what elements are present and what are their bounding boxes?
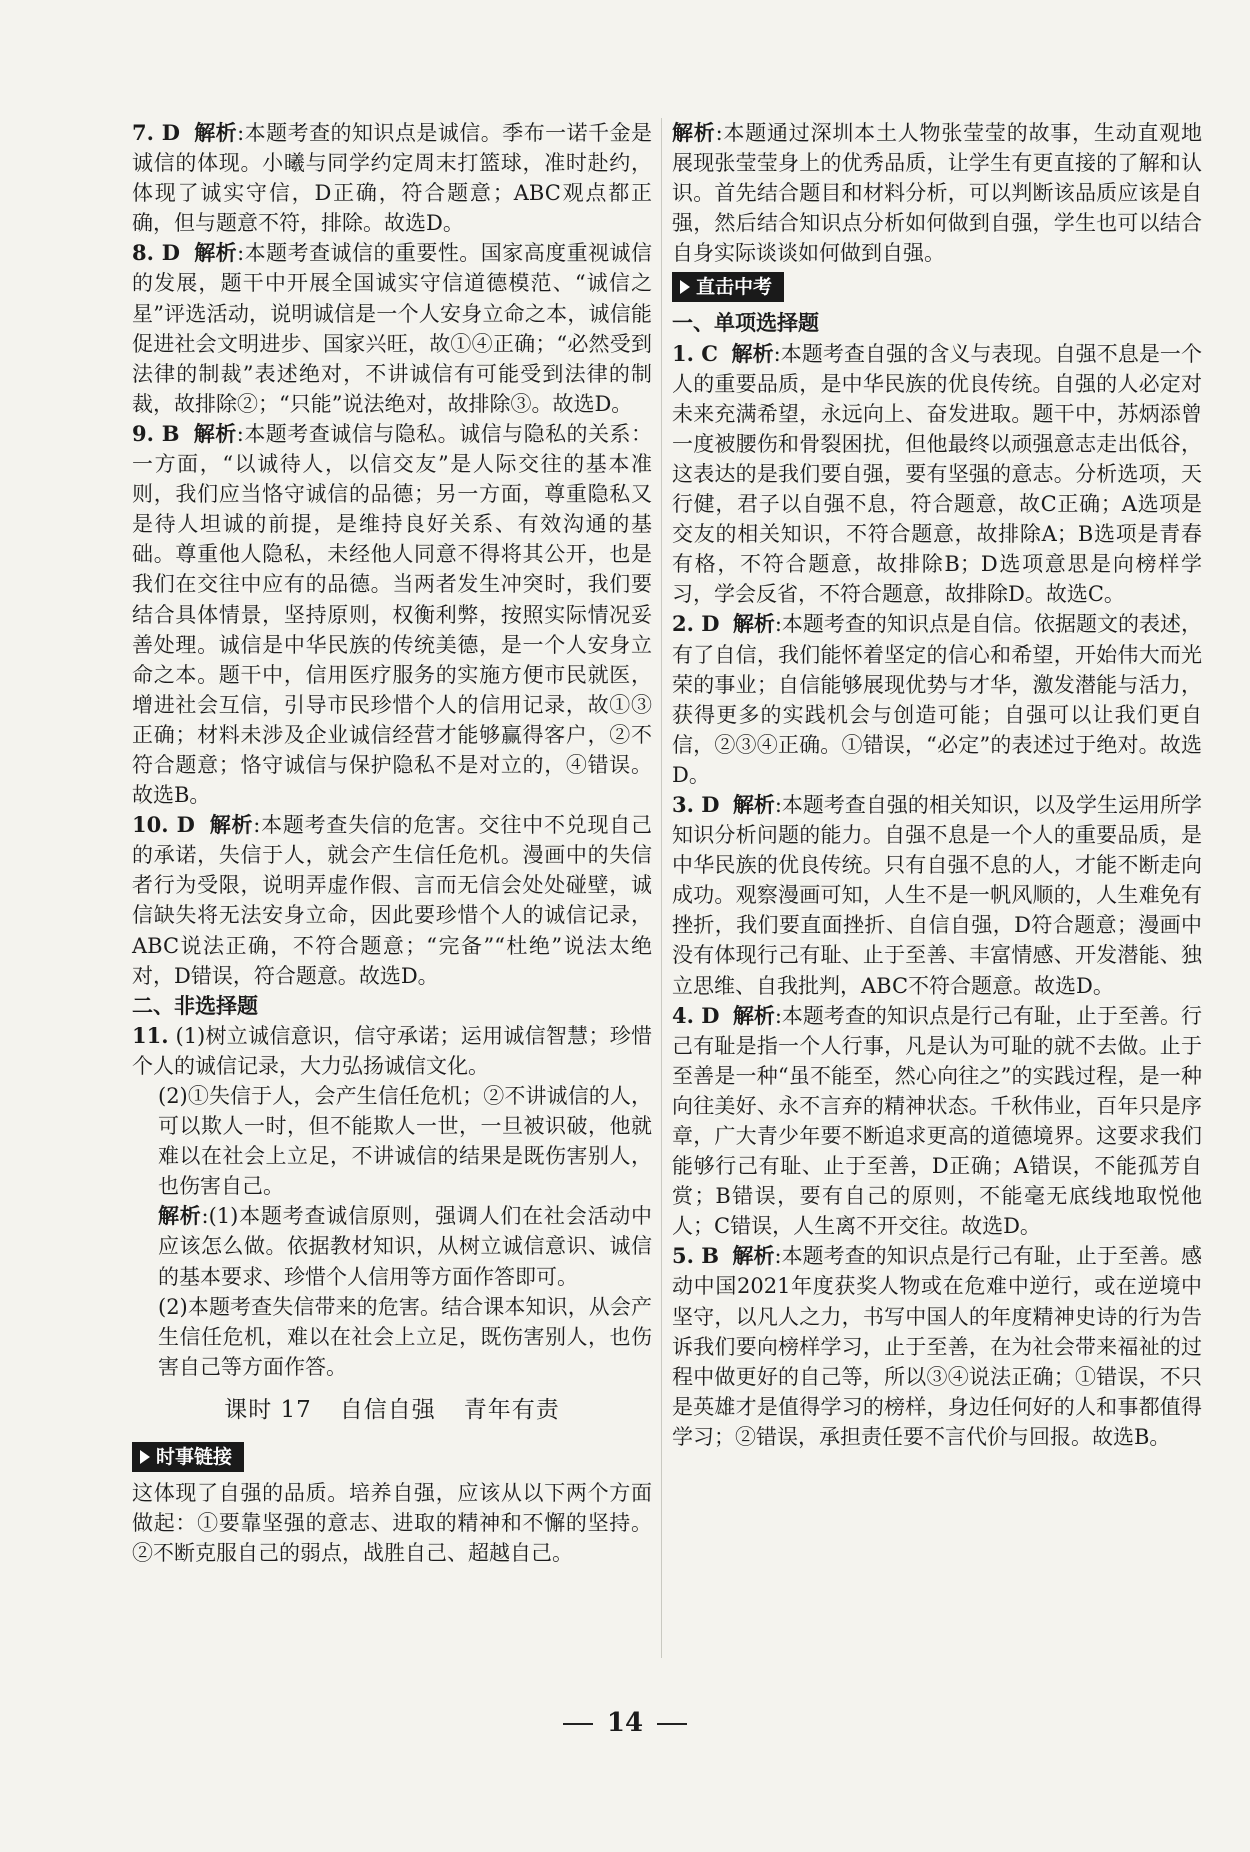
exam-tag <box>672 272 784 302</box>
answer-text: :本题通过深圳本土人物张莹莹的故事，生动直观地展现张莹莹身上的优秀品质，让学生有更直接的了解和认识。首先结合题目和材料分析，可以判断该品质应该是自强，然后结合知识点分析如何做到自强，学生也可以结合自身实际谈谈如何做到自强。 <box>672 121 1202 266</box>
answer-5 <box>672 1241 1202 1452</box>
analysis-label: 解析 <box>209 812 254 838</box>
answer-text: :本题考查的知识点是行己有耻，止于至善。行己有耻是指一个人行事，凡是认为可耻的就不去做。止于至善是一种“虽不能至，然心向往之”的实践过程，是一种向往美好、永不言弃的精神状态。千秋伟业，百年只是序章，广大青少年要不断追求更高的道德境界。这要求我们能够行己有耻、止于至善，D正确；A错误，不能孤芳自赏；B错误，要有自己的原则，不能毫无底线地取悦他人；C错误，人生离不开交往。故选D。 <box>672 1003 1202 1239</box>
answer-text: :本题考查诚信与隐私。诚信与隐私的关系：一方面，“以诚待人，以信交友”是人际交往的基本准则，我们应当恪守诚信的品德；另一方面，尊重隐私又是待人坦诚的前提，是维持良好关系、有效沟通的基础。尊重他人隐私，未经他人同意不得将其公开，也是我们在交往中应有的品德。当两者发生冲突时，我们要结合具体情景，坚持原则，权衡利弊，按照实际情况妥善处理。诚信是中华民族的传统美德，是一个人安身立命之本。题干中，信用医疗服务的实施方便市民就医，增进社会互信，引导市民珍惜个人的信用记录，故①③正确；材料未涉及企业诚信经营才能够赢得客户，②不符合题意；恪守诚信与保护隐私不是对立的，④错误。故选B。 <box>132 421 653 808</box>
play-triangle-icon <box>680 280 690 294</box>
answer-4 <box>672 1001 1202 1242</box>
answer-text: :本题考查的知识点是诚信。季布一诺千金是诚信的体现。小曦与同学约定周末打篮球，准时赴约，体现了诚实守信，D正确，符合题意；ABC观点都正确，但与题意不符，排除。故选D。 <box>132 121 653 236</box>
footer-dash <box>563 1723 593 1725</box>
analysis-label: 解析 <box>194 240 238 266</box>
answer-number: 7. D <box>132 120 180 145</box>
answer-number: 3. D <box>672 791 720 817</box>
analysis-label: 解析 <box>732 791 775 817</box>
answer-7 <box>132 118 652 238</box>
answer-number: 1. C <box>672 340 719 366</box>
current-affairs-tag <box>132 1442 244 1472</box>
current-affairs-text: 这体现了自强的品质。培养自强，应该从以下两个方面做起：①要靠坚强的意志、进取的精神和不懈的坚持。②不断克服自己的弱点，战胜自己、超越自己。 <box>132 1480 652 1566</box>
section-non-choice: 二、非选择题 <box>132 992 258 1018</box>
analysis-label: 解析 <box>158 1203 202 1229</box>
analysis-label: 解析 <box>194 120 238 145</box>
answer-10 <box>132 810 652 991</box>
answer-text: :本题考查的知识点是行己有耻，止于至善。感动中国2021年度获奖人物或在危难中逆行，或在逆境中坚守，以凡人之力，书写中国人的年度精神史诗的行为告诉我们要向榜样学习，止于至善，在为社会带来福祉的过程中做更好的自己等，所以③④说法正确；①错误，不只是英雄才是值得学习的榜样，身边任何好的人和事都值得学习；②错误，承担责任要不言代价与回报。故选B。 <box>672 1244 1203 1449</box>
answer-text: :本题考查失信的危害。交往中不兑现自己的承诺，失信于人，就会产生信任危机。漫画中的失信者行为受限，说明弄虚作假、言而无信会处处碰壁，诚信缺失将无法安身立命，因此要珍惜个人的诚信记录，ABC说法正确，不符合题意；“完备”“杜绝”说法太绝对，D错误，符合题意。故选D。 <box>132 813 653 988</box>
answer-number: 9. B <box>132 420 180 446</box>
lesson-topic-1: 自信自强 <box>339 1396 436 1423</box>
answer-11-analysis-2: (2)本题考查失信带来的危害。结合课本知识，从会产生信任危机，难以在社会上立足，既伤害别人，也伤害自己等方面作答。 <box>158 1294 652 1379</box>
answer-2 <box>672 609 1202 790</box>
answer-number: 10. D <box>132 812 195 838</box>
analysis-label: 解析 <box>731 340 774 366</box>
left-column <box>132 118 652 1568</box>
footer-dash <box>657 1723 687 1725</box>
analysis-label: 解析 <box>732 1243 775 1269</box>
answer-11-part1 <box>132 1021 652 1081</box>
analysis-label: 解析 <box>732 1002 775 1028</box>
answer-1 <box>672 339 1202 610</box>
answer-number: 5. B <box>672 1243 720 1269</box>
lesson-number: 课时 17 <box>224 1396 312 1423</box>
intro-analysis <box>672 118 1202 268</box>
answer-3 <box>672 790 1202 1001</box>
answer-text: :本题考查的知识点是自信。依据题文的表述，有了自信，我们能怀着坚定的信心和希望，开始伟大而光荣的事业；自信能够展现优势与才华，激发潜能与活力，获得更多的实践机会与创造可能；自强可以让我们更自信，②③④正确。①错误，“必定”的表述过于绝对。故选D。 <box>672 612 1202 787</box>
answer-text: :本题考查诚信的重要性。国家高度重视诚信的发展，题干中开展全国诚实守信道德模范、“诚信之星”评选活动，说明诚信是一个人安身立命之本，诚信能促进社会文明进步、国家兴旺，故①④正确；“必然受到法律的制裁”表述绝对，不讲诚信有可能受到法律的制裁，故排除②；“只能”说法绝对，故排除③。故选D。 <box>132 241 653 416</box>
answer-number: 8. D <box>132 240 180 266</box>
section-single-choice: 一、单项选择题 <box>672 310 819 336</box>
page-number: 14 <box>606 1708 644 1738</box>
analysis-label: 解析 <box>732 611 775 637</box>
answer-text: (1)树立诚信意识，信守承诺；运用诚信智慧；珍惜个人的诚信记录，大力弘扬诚信文化。 <box>132 1023 652 1078</box>
page-footer <box>0 1708 1250 1738</box>
lesson-title <box>132 1392 652 1428</box>
answer-9 <box>132 419 652 810</box>
lesson-topic-2: 青年有责 <box>463 1396 560 1423</box>
answer-8 <box>132 238 652 419</box>
answer-text: :本题考查自强的相关知识，以及学生运用所学知识分析问题的能力。自强不息是一个人的重要品质，是中华民族的优良传统。只有自强不息的人，才能不断走向成功。观察漫画可知，人生不是一帆风顺的，人生难免有挫折，我们要直面挫折、自信自强，D符合题意；漫画中没有体现行己有耻、止于至善、丰富情感、开发潜能、独立思维、自我批判，ABC不符合题意。故选D。 <box>672 792 1202 998</box>
answer-text: :(1)本题考查诚信原则，强调人们在社会活动中应该怎么做。依据教材知识，从树立诚信意识、诚信的基本要求、珍惜个人信用等方面作答即可。 <box>158 1204 652 1289</box>
answer-11-part2: (2)①失信于人，会产生信任危机；②不讲诚信的人，可以欺人一时，但不能欺人一世，一旦被识破，他就难以在社会上立足，不讲诚信的结果是既伤害别人，也伤害自己。 <box>158 1084 652 1199</box>
answer-number: 2. D <box>672 611 720 637</box>
column-divider <box>661 118 662 1658</box>
answer-11-analysis <box>132 1201 652 1291</box>
answer-text: :本题考查自强的含义与表现。自强不息是一个人的重要品质，是中华民族的优良传统。自强的人必定对未来充满希望，永远向上、奋发进取。题干中，苏炳添曾一度被腰伤和骨裂困扰，但他最终以顽强意志走出低谷，这表达的是我们要自强，要有坚强的意志。分析选项，天行健，君子以自强不息，符合题意，故C正确；A选项是交友的相关知识，不符合题意，故排除A；B选项是青春有格，不符合题意，故排除B；D选项意思是向榜样学习，学会反省，不符合题意，故排除D。故选C。 <box>672 341 1203 607</box>
tag-label: 直击中考 <box>696 276 773 299</box>
tag-label: 时事链接 <box>156 1445 233 1468</box>
answer-number: 4. D <box>672 1002 720 1028</box>
play-triangle-icon <box>140 1450 150 1464</box>
right-column <box>672 118 1202 1452</box>
analysis-label: 解析 <box>193 420 237 446</box>
analysis-label: 解析 <box>672 120 716 145</box>
answer-number: 11. <box>132 1022 169 1048</box>
